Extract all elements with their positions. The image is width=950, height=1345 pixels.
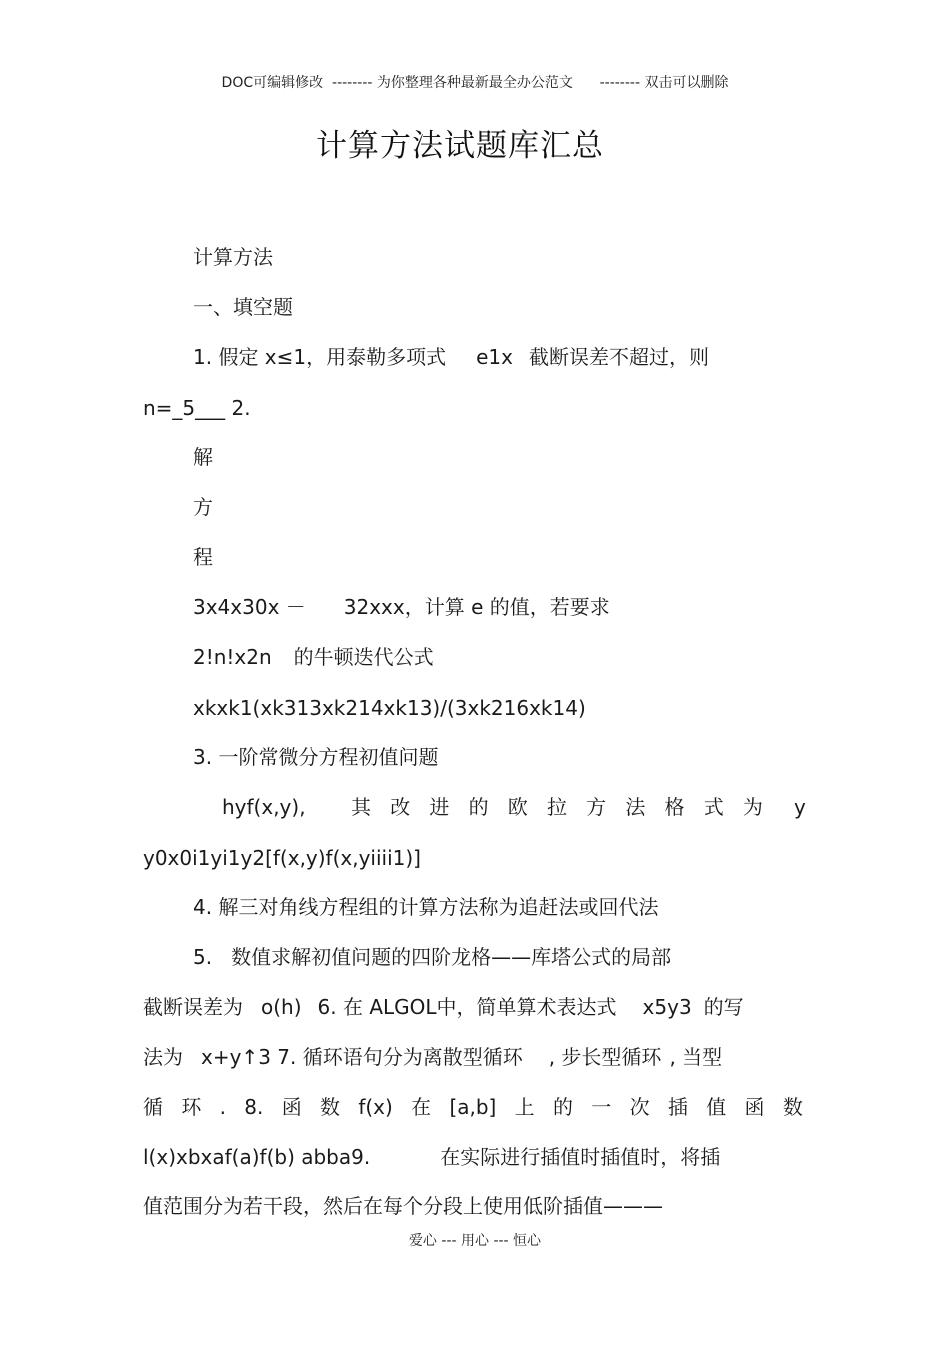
page-header: DOC可编辑修改 -------- 为你整理各种最新最全办公范文 -------- 双击可以删除 (221, 75, 729, 91)
q6-answer-q7: x+y↑3 7. 循环语句分为离散型循环 (201, 1045, 523, 1069)
justified-token: 上 (514, 1095, 535, 1119)
justified-token: 值 (706, 1095, 727, 1119)
question-8-justified-line (143, 1094, 803, 1120)
justified-char: 改 (390, 795, 411, 819)
q5-order: o(h) (261, 995, 302, 1019)
question-1-line (193, 344, 709, 370)
justified-token: f(x) (358, 1095, 393, 1119)
question-2-newton: 的牛顿迭代公式 (293, 645, 434, 669)
justified-token: 函 (744, 1095, 765, 1119)
question-6-7-line (143, 1044, 722, 1070)
question-2-line-a (193, 594, 610, 620)
q5-text: 截断误差为 (143, 995, 243, 1019)
vertical-char-2: 方 (193, 495, 213, 519)
q6-answer-prefix: 法为 (143, 1045, 183, 1069)
q9-text: 在实际进行插值时插值时，将插 (440, 1145, 721, 1169)
q6-tail: 的写 (703, 995, 744, 1019)
justified-char: 为 (742, 795, 763, 819)
question-1-formula: e1x (476, 345, 513, 369)
question-2-iteration-formula: xkxk1(xk313xk214xk13)/(3xk216xk14) (193, 696, 586, 720)
question-4: 4. 解三对角线方程组的计算方法称为追赶法或回代法 (193, 895, 659, 919)
page-footer: 爱心 --- 用心 --- 恒心 (408, 1233, 542, 1249)
section-heading-fill-blank: 一、填空题 (193, 295, 293, 319)
justified-token: 循 (143, 1095, 163, 1119)
justified-token: 环 (181, 1095, 202, 1119)
question-2-line-b (193, 644, 434, 670)
justified-char: 方 (586, 795, 607, 819)
justified-token: 数 (320, 1095, 341, 1119)
question-1-answer: n=_5___ 2. (143, 396, 251, 420)
justified-token: 的 (552, 1095, 573, 1119)
question-9-continued: 值范围分为若干段，然后在每个分段上使用低阶插值——— (143, 1194, 663, 1218)
justified-char: 其 (351, 795, 371, 819)
question-2-equation: 3x4x30x － (193, 595, 306, 619)
question-3-heading: 3. 一阶常微分方程初值问题 (193, 745, 439, 769)
q7-step: , 步长型循环 (548, 1045, 662, 1069)
justified-token: 8. (244, 1095, 264, 1119)
justified-token: 在 (411, 1095, 432, 1119)
question-8-9-line (143, 1144, 720, 1170)
question-3-ode: hyf(x,y), (222, 795, 306, 819)
vertical-char-3: 程 (193, 545, 213, 569)
justified-token: 插 (667, 1095, 688, 1119)
question-5-6-line (143, 994, 744, 1020)
justified-char: 拉 (546, 795, 567, 819)
question-1-text-c: 截断误差不超过，则 (529, 345, 709, 369)
justified-char: 欧 (507, 795, 528, 819)
vertical-char-1: 解 (193, 445, 213, 469)
justified-char: 进 (429, 795, 450, 819)
document-title: 计算方法试题库汇总 (316, 128, 604, 164)
question-5: 5. 数值求解初值问题的四阶龙格——库塔公式的局部 (193, 945, 672, 969)
justified-token: 一 (591, 1095, 612, 1119)
justified-token: 数 (782, 1095, 803, 1119)
section-label: 计算方法 (193, 245, 273, 269)
question-2-factorial: 2!n!x2n (193, 645, 272, 669)
question-1-text-a: 1. 假定 x≤1，用泰勒多项式 (193, 345, 447, 369)
question-3-euler-formula: y0x0i1yi1y2[f(x,y)f(x,yiiii1)] (143, 846, 421, 870)
justified-token: 次 (629, 1095, 650, 1119)
q7-while: , 当型 (669, 1045, 723, 1069)
justified-char: 格 (664, 795, 685, 819)
question-3-line-a (222, 794, 306, 820)
justified-token: 函 (281, 1095, 302, 1119)
q6-expr: x5y3 (642, 995, 692, 1019)
q6-text: 6. 在 ALGOL中，简单算术表达式 (317, 995, 617, 1019)
question-3-y: y (794, 795, 806, 819)
q8-formula: l(x)xbxaf(a)f(b) abba9. (143, 1145, 371, 1169)
question-3-justified-text (351, 794, 763, 820)
justified-char: 的 (468, 795, 489, 819)
justified-char: 法 (625, 795, 646, 819)
justified-token: . (219, 1095, 226, 1119)
justified-char: 式 (703, 795, 724, 819)
question-2-text: 32xxx，计算 e 的值，若要求 (343, 595, 610, 619)
justified-token: [a,b] (449, 1095, 497, 1119)
